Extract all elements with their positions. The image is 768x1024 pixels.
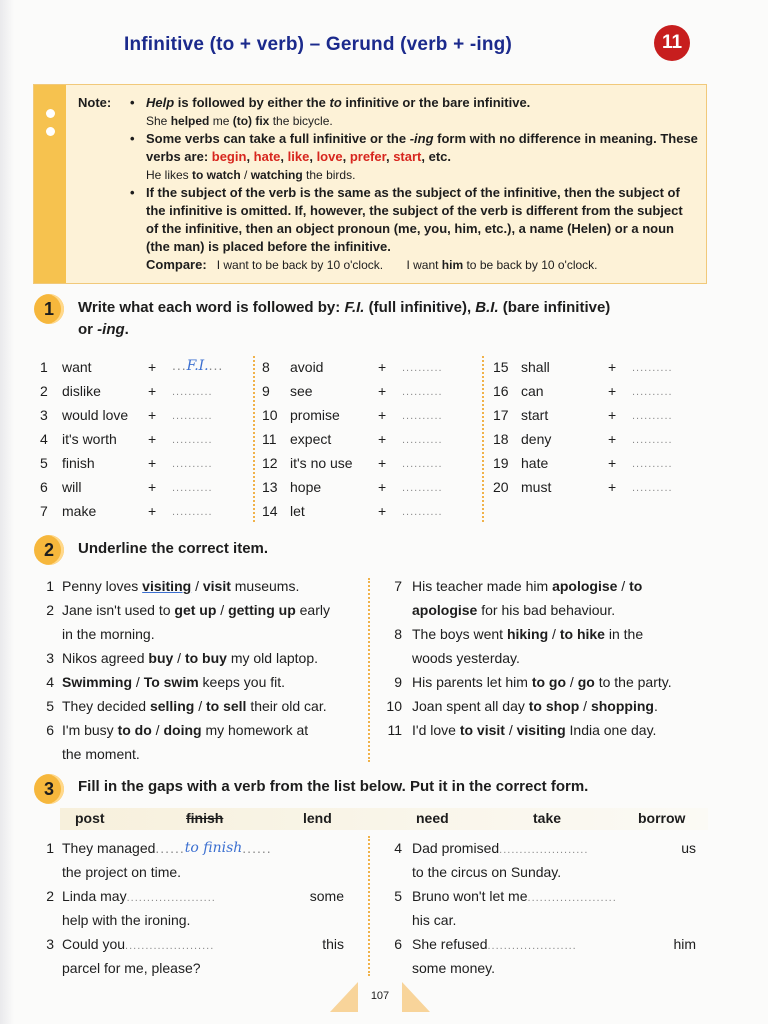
exercise-1-heading: Write what each word is followed by: F.I. (full infinitive), B.I. (bare infinitive) or -ing. <box>78 299 611 338</box>
ex1-plus-sign: + <box>378 407 387 423</box>
exercise-2-heading: Underline the correct item. <box>78 540 269 557</box>
column-divider <box>368 836 370 976</box>
ex1-plus-sign: + <box>148 383 157 399</box>
note-example-1: She helped me (to) fix the bicycle. <box>146 114 333 128</box>
ex1-plus-sign: + <box>608 431 617 447</box>
ex3-text: us <box>681 840 696 856</box>
ex1-item-number: 1 <box>40 359 48 375</box>
ex1-plus-sign: + <box>608 455 617 471</box>
ex2-option-b[interactable]: To swim <box>143 674 199 690</box>
ex2-text: my homework at <box>201 722 309 738</box>
ex2-option-a[interactable]: to do <box>117 722 152 738</box>
ex1-answer-blank[interactable]: .......... <box>402 458 443 470</box>
ex2-slash: / <box>194 698 206 714</box>
ex1-plus-sign: + <box>148 479 157 495</box>
ex2-slash: / <box>617 578 630 594</box>
ex2-text: keeps you fit. <box>198 674 286 690</box>
ex2-text: India one day. <box>565 722 657 738</box>
ex2-text: my old laptop. <box>226 650 319 666</box>
ex1-item-number: 9 <box>262 383 270 399</box>
ex1-item-word: start <box>521 407 549 423</box>
gap-dots: ...................... <box>499 844 589 856</box>
ex1-answer-blank[interactable]: .......... <box>402 362 443 374</box>
verb-begin: begin <box>211 149 247 164</box>
ex1-item-word: will <box>62 479 82 495</box>
ex2-text: woods yesterday. <box>412 650 520 666</box>
ex2-option-b[interactable]: visit <box>202 578 231 594</box>
note-side-strip <box>34 85 66 283</box>
ex1-item-number: 7 <box>40 503 48 519</box>
ex3-text: him <box>673 936 696 952</box>
word-take: take <box>533 810 562 826</box>
ex2-item-line <box>62 576 299 596</box>
ex1-item-word: dislike <box>62 383 101 399</box>
ex3-gap-field[interactable] <box>488 934 674 956</box>
ex1-answer-blank[interactable]: .......... <box>402 386 443 398</box>
ex2-text: the moment. <box>62 746 140 762</box>
ex1-item-number: 6 <box>40 479 48 495</box>
exercise-3-heading: Fill in the gaps with a verb from the list below. Put it in the correct form. <box>78 778 589 795</box>
footer-arrow-right-icon <box>402 982 430 1012</box>
ex2-text: His teacher made him <box>412 578 553 594</box>
ex1-plus-sign: + <box>378 479 387 495</box>
ex2-item-line-2 <box>62 624 155 644</box>
ex1-item-word: would love <box>62 407 129 423</box>
ex2-slash: / <box>132 674 144 690</box>
ex2-item-number: 7 <box>394 578 402 594</box>
ex1-plus-sign: + <box>148 455 157 471</box>
ex1-answer-box[interactable] <box>172 355 223 376</box>
ex2-item-number: 8 <box>394 626 402 642</box>
ex1-answer-blank[interactable]: .......... <box>402 410 443 422</box>
ex1-plus-sign: + <box>378 383 387 399</box>
gap-dots: ...................... <box>126 892 216 904</box>
page-number: 107 <box>370 990 390 1002</box>
page-gutter-shadow <box>0 0 14 1024</box>
ex3-text: this <box>322 936 344 952</box>
verb-hate: hate <box>253 149 281 164</box>
ex2-item-line <box>412 624 643 644</box>
ex3-item-line <box>412 886 696 908</box>
ex1-answer-blank[interactable]: .......... <box>402 482 443 494</box>
ex3-text: They managed <box>62 840 156 856</box>
footer-arrow-left-icon <box>330 982 358 1012</box>
ex1-item-number: 19 <box>493 455 509 471</box>
note-example-2: He likes to watch / watching the birds. <box>146 168 356 182</box>
ex2-item-number: 1 <box>46 578 54 594</box>
ex2-item-number: 6 <box>46 722 54 738</box>
ex1-answer-blank[interactable]: .......... <box>402 506 443 518</box>
ex1-answer-blank[interactable]: .......... <box>172 458 213 470</box>
ex1-item-number: 11 <box>262 431 277 447</box>
ex1-item-number: 16 <box>493 383 509 399</box>
page-title: Infinitive (to + verb) – Gerund (verb + -ing) <box>124 34 512 55</box>
note-compare-line: Compare: I want to be back by 10 o'clock. I want him to be back by 10 o'clock. <box>146 257 598 272</box>
gap-dots: ...... <box>242 840 272 856</box>
ex2-text: . <box>653 698 658 714</box>
note-help-term: Help <box>146 95 175 110</box>
ex2-item-line <box>62 648 318 668</box>
ex2-item-number: 5 <box>46 698 54 714</box>
ex3-gap-field[interactable] <box>528 886 696 908</box>
ex3-gap-field[interactable] <box>499 838 681 860</box>
ex2-text: to the party. <box>594 674 672 690</box>
note-bullet-2: • Some verbs can take a full infinitive or the -ing form with no difference in meaning. These verbs are: begin, hate, like, love, prefer, start, etc. <box>128 130 698 166</box>
ex3-item-line-2: some money. <box>412 960 495 976</box>
ex1-item-number: 18 <box>493 431 509 447</box>
ex1-item-number: 17 <box>493 407 509 423</box>
ex3-item-line-2: parcel for me, please? <box>62 960 201 976</box>
column-divider <box>253 356 255 522</box>
ex2-item-number: 11 <box>387 722 402 738</box>
note-dot-icon <box>46 109 55 118</box>
ex2-text: early <box>295 602 330 618</box>
ex2-slash: / <box>216 602 229 618</box>
ex2-slash: / <box>579 698 591 714</box>
ex2-option-a[interactable]: Swimming <box>62 674 133 690</box>
ex3-item-line-2: help with the ironing. <box>62 912 191 928</box>
column-divider <box>368 578 370 762</box>
verb-like: like <box>287 149 310 164</box>
ex1-item-word: finish <box>62 455 95 471</box>
ex1-answer-blank[interactable]: .......... <box>402 434 443 446</box>
ex3-text: Linda may <box>62 888 127 904</box>
ex2-text: in the morning. <box>62 626 155 642</box>
ex1-plus-sign: + <box>148 503 157 519</box>
ex1-plus-sign: + <box>378 503 387 519</box>
ex2-text: in the <box>604 626 644 642</box>
ex1-plus-sign: + <box>608 359 617 375</box>
ex3-text: Bruno won't let me <box>412 888 528 904</box>
ex2-item-line <box>62 672 285 692</box>
ex1-item-number: 2 <box>40 383 48 399</box>
ex2-item-number: 3 <box>46 650 54 666</box>
column-divider <box>482 356 484 522</box>
ex1-item-number: 12 <box>262 455 278 471</box>
ex1-plus-sign: + <box>378 359 387 375</box>
ex2-text: their old car. <box>246 698 327 714</box>
ex2-option-a[interactable]: hiking <box>506 626 549 642</box>
ex1-item-word: avoid <box>290 359 324 375</box>
ex2-item-line <box>412 672 672 692</box>
ex1-plus-sign: + <box>608 383 617 399</box>
verb-prefer: prefer <box>349 149 386 164</box>
ex3-item-number: 4 <box>394 840 402 856</box>
ex1-plus-sign: + <box>378 455 387 471</box>
ex1-item-number: 8 <box>262 359 270 375</box>
ex2-option-b[interactable]: to sell <box>205 698 247 714</box>
ex1-item-number: 13 <box>262 479 278 495</box>
ex1-item-word: shall <box>521 359 550 375</box>
ex1-item-number: 3 <box>40 407 48 423</box>
grammar-note-box <box>33 84 707 284</box>
verb-love: love <box>316 149 343 164</box>
ex1-answer-blank[interactable]: .......... <box>172 410 213 422</box>
ex1-item-word: make <box>62 503 97 519</box>
ex2-slash: / <box>173 650 185 666</box>
ex2-item-line <box>412 696 658 716</box>
ex1-plus-sign: + <box>148 359 157 375</box>
ex1-answer-blank[interactable]: .......... <box>172 482 213 494</box>
ex2-slash: / <box>191 578 203 594</box>
ex1-plus-sign: + <box>608 407 617 423</box>
ex2-text: museums. <box>230 578 300 594</box>
ex2-option-a[interactable]: buy <box>148 650 174 666</box>
gap-dots: ...................... <box>125 940 215 952</box>
note-dot-icon <box>46 127 55 136</box>
ex1-item-word: see <box>290 383 313 399</box>
ex2-option-b[interactable]: getting up <box>228 602 296 618</box>
ex3-item-line-2: to the circus on Sunday. <box>412 864 562 880</box>
ex2-slash: / <box>548 626 560 642</box>
word-post: post <box>75 810 105 826</box>
ex1-item-number: 15 <box>493 359 509 375</box>
ex3-item-line <box>62 838 344 858</box>
ex1-item-word: must <box>521 479 552 495</box>
answer-dots: ... <box>208 357 224 373</box>
ex2-option-b[interactable]: go <box>577 674 595 690</box>
ex2-item-line <box>62 720 308 740</box>
word-need: need <box>416 810 449 826</box>
exercise-3-number: 3 <box>34 774 64 804</box>
ex3-gap-field[interactable] <box>127 886 310 908</box>
ex2-text: The boys went <box>412 626 507 642</box>
ex2-option-a[interactable]: visiting <box>142 578 192 594</box>
answer-dots: ... <box>172 357 187 373</box>
exercise-2-number: 2 <box>34 535 64 565</box>
unit-badge: 11 <box>654 25 690 61</box>
note-text: is followed by either the <box>174 95 330 110</box>
ex1-plus-sign: + <box>608 479 617 495</box>
ex1-answer-blank[interactable]: .......... <box>632 434 673 446</box>
ex3-text: She refused <box>412 936 488 952</box>
ex3-text: some <box>309 888 344 904</box>
ex2-text: Nikos agreed <box>62 650 149 666</box>
ex2-text: for his bad behaviour. <box>477 602 616 618</box>
ex1-item-word: want <box>62 359 92 375</box>
ex1-item-number: 20 <box>493 479 509 495</box>
ex3-item-line <box>412 934 696 956</box>
ex1-plus-sign: + <box>148 431 157 447</box>
ex3-item-line-2: the project on time. <box>62 864 182 880</box>
ex2-item-line <box>412 576 642 596</box>
ex1-answer-blank[interactable]: .......... <box>632 362 673 374</box>
ex1-plus-sign: + <box>378 431 387 447</box>
gap-dots: ...... <box>155 840 185 856</box>
gap-dots: ...................... <box>527 892 617 904</box>
ex3-item-line <box>412 838 696 860</box>
ex3-text: Could you <box>62 936 126 952</box>
ex2-option-a[interactable]: get up <box>174 602 217 618</box>
ex2-item-number: 4 <box>46 674 54 690</box>
ex1-item-number: 14 <box>262 503 278 519</box>
ex2-text: Penny loves <box>62 578 143 594</box>
ex2-option-a[interactable]: to visit <box>459 722 505 738</box>
ex3-item-number: 2 <box>46 888 54 904</box>
ex2-option-a[interactable]: apologise <box>552 578 618 594</box>
ex2-option-a[interactable]: selling <box>149 698 195 714</box>
ex1-plus-sign: + <box>148 407 157 423</box>
ex2-option-a[interactable]: to go <box>531 674 567 690</box>
ex1-item-word: hate <box>521 455 549 471</box>
ex2-text: His parents let him <box>412 674 532 690</box>
verb-start: start <box>393 149 422 164</box>
ex2-text: Joan spent all day <box>412 698 529 714</box>
ex2-option-a[interactable]: to shop <box>528 698 580 714</box>
note-bullet-3: • If the subject of the verb is the same as the subject of the infinitive, then the subject of the infinitive is omitted. If, however, the subject of the verb is different from the subject of the infinitive, then an object pronoun (me, you, him, etc.), a name (Helen) or a noun (the man) is placed before the infinitive. <box>128 184 698 256</box>
ex1-item-word: it's worth <box>62 431 117 447</box>
note-body <box>128 94 698 274</box>
page-footer <box>330 982 430 1012</box>
note-bullet-1 <box>128 94 698 112</box>
ex1-item-number: 4 <box>40 431 48 447</box>
ex1-answer-blank[interactable]: .......... <box>632 482 673 494</box>
ex2-option-b[interactable]: shopping <box>590 698 654 714</box>
ex1-item-word: it's no use <box>290 455 353 471</box>
ex3-item-number: 5 <box>394 888 402 904</box>
ex2-item-line <box>412 720 656 740</box>
ex1-item-number: 10 <box>262 407 278 423</box>
exercise-1-number: 1 <box>34 294 64 324</box>
note-to-term: to <box>329 95 342 110</box>
word-borrow: borrow <box>638 810 686 826</box>
ex2-text: Jane isn't used to <box>62 602 175 618</box>
ex2-item-number: 10 <box>386 698 402 714</box>
ex2-item-number: 9 <box>394 674 402 690</box>
ex2-text: I'm busy <box>62 722 118 738</box>
ex2-item-line <box>62 696 327 716</box>
ex2-option-b[interactable]: visiting <box>516 722 566 738</box>
note-text: infinitive or the bare infinitive. <box>341 95 531 110</box>
ex2-text: They decided <box>62 698 150 714</box>
ex2-slash: / <box>566 674 578 690</box>
ex2-slash: / <box>151 722 164 738</box>
ex3-item-number: 1 <box>46 840 54 856</box>
ex2-item-number: 2 <box>46 602 54 618</box>
ex1-item-word: expect <box>290 431 332 447</box>
word-lend: lend <box>303 810 332 826</box>
word-list-bar <box>60 808 708 830</box>
ex1-answer-blank[interactable]: .......... <box>172 434 213 446</box>
ex1-answer-blank[interactable]: .......... <box>632 386 673 398</box>
handwritten-answer: F.I. <box>186 358 209 374</box>
ex2-option-b[interactable]: to <box>629 578 643 594</box>
ex3-item-line <box>62 886 344 908</box>
ex2-option-b[interactable]: to buy <box>184 650 227 666</box>
ex1-item-word: let <box>290 503 305 519</box>
ex3-gap-field[interactable] <box>155 838 344 858</box>
ex2-option-b[interactable]: doing <box>163 722 202 738</box>
ex3-item-line <box>62 934 344 956</box>
ex3-item-number: 3 <box>46 936 54 952</box>
word-finish: finish <box>186 810 224 826</box>
ex1-answer-blank[interactable]: .......... <box>172 386 213 398</box>
ex3-gap-field[interactable] <box>125 934 322 956</box>
ex2-item-line-2 <box>412 648 520 668</box>
ex3-item-number: 6 <box>394 936 402 952</box>
ex2-option-b-cont[interactable]: apologise <box>412 602 478 618</box>
note-label: Note: <box>78 95 112 110</box>
ex1-item-word: can <box>521 383 544 399</box>
ex2-slash: / <box>504 722 517 738</box>
ex1-answer-blank[interactable]: .......... <box>632 410 673 422</box>
ex1-item-word: deny <box>521 431 552 447</box>
ex2-item-line <box>62 600 330 620</box>
ex1-item-number: 5 <box>40 455 48 471</box>
ex1-item-word: promise <box>290 407 340 423</box>
ex2-text: I'd love <box>412 722 460 738</box>
ex1-answer-blank[interactable]: .......... <box>172 506 213 518</box>
ex3-item-line-2: his car. <box>412 912 457 928</box>
handwritten-answer: to finish <box>184 840 243 856</box>
ex1-item-word: hope <box>290 479 322 495</box>
ex2-option-b[interactable]: to hike <box>559 626 605 642</box>
gap-dots: ...................... <box>487 940 577 952</box>
ex2-item-line-2 <box>412 600 615 620</box>
ex1-answer-blank[interactable]: .......... <box>632 458 673 470</box>
ex2-item-line-2 <box>62 744 140 764</box>
ex3-text: Dad promised <box>412 840 500 856</box>
